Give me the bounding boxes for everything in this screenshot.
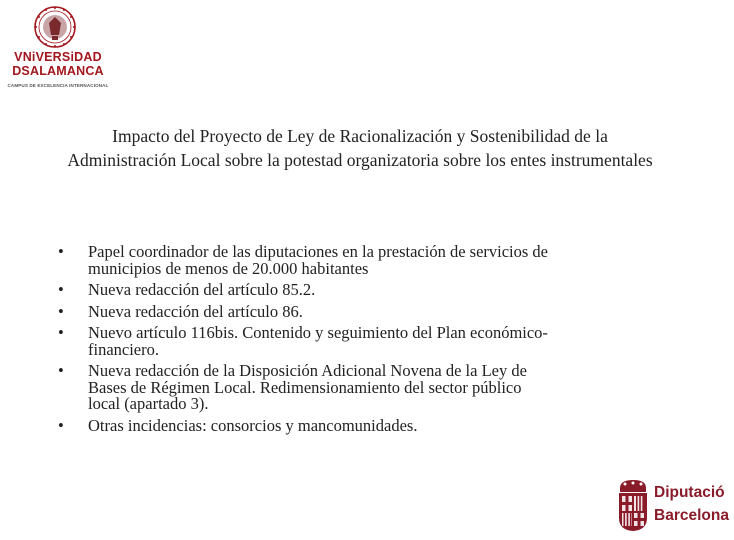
- bullet-icon: •: [58, 415, 64, 435]
- bullet-icon: •: [58, 280, 64, 299]
- university-tagline: CAMPUS DE EXCELENCIA INTERNACIONAL: [7, 83, 109, 88]
- list-item-text: Papel coordinador de las diputaciones en la prestación de servicios de municipios de menos de 20.000 habitantes: [88, 242, 549, 278]
- diputacio-logo: [616, 478, 729, 534]
- diputacio-emblem-icon: [616, 478, 650, 532]
- university-seal-icon: [34, 4, 76, 50]
- list-item-text: Otras incidencias: consorcios y mancomunidades.: [88, 415, 418, 435]
- list-item-text: Nuevo artículo 116bis. Contenido y seguimiento del Plan económico-financiero.: [88, 323, 548, 359]
- bullet-icon: •: [58, 301, 64, 321]
- list-item-text: Nueva redacción del artículo 85.2.: [88, 280, 316, 299]
- bullet-list: [56, 244, 556, 439]
- bullet-icon: •: [58, 242, 64, 261]
- slide-title: Impacto del Proyecto de Ley de Racionalización y Sostenibilidad de la Administración Local sobre la potestad organizatoria sobre los entes instrumentales: [67, 126, 653, 170]
- list-item: [56, 301, 556, 321]
- university-logo: [6, 4, 110, 92]
- list-item-text: Nueva redacción de la Disposición Adicional Novena de la Ley de Bases de Régimen Local. Redimensionamiento del sector público local (apartado 3).: [88, 361, 527, 413]
- list-item-text: Nueva redacción del artículo 86.: [88, 301, 303, 321]
- diputacio-name-line1: Diputació: [654, 484, 725, 501]
- university-name-line1: VNiVERSiDAD: [14, 50, 102, 64]
- bullet-icon: •: [58, 323, 64, 342]
- list-item: [56, 244, 556, 277]
- list-item: [56, 363, 556, 413]
- university-name-line2: DSALAMANCA: [12, 64, 104, 78]
- list-item: [56, 282, 556, 299]
- diputacio-name-line2: Barcelona: [654, 507, 729, 524]
- bullet-icon: •: [58, 361, 64, 380]
- list-item: [56, 325, 556, 358]
- list-item: [56, 415, 556, 435]
